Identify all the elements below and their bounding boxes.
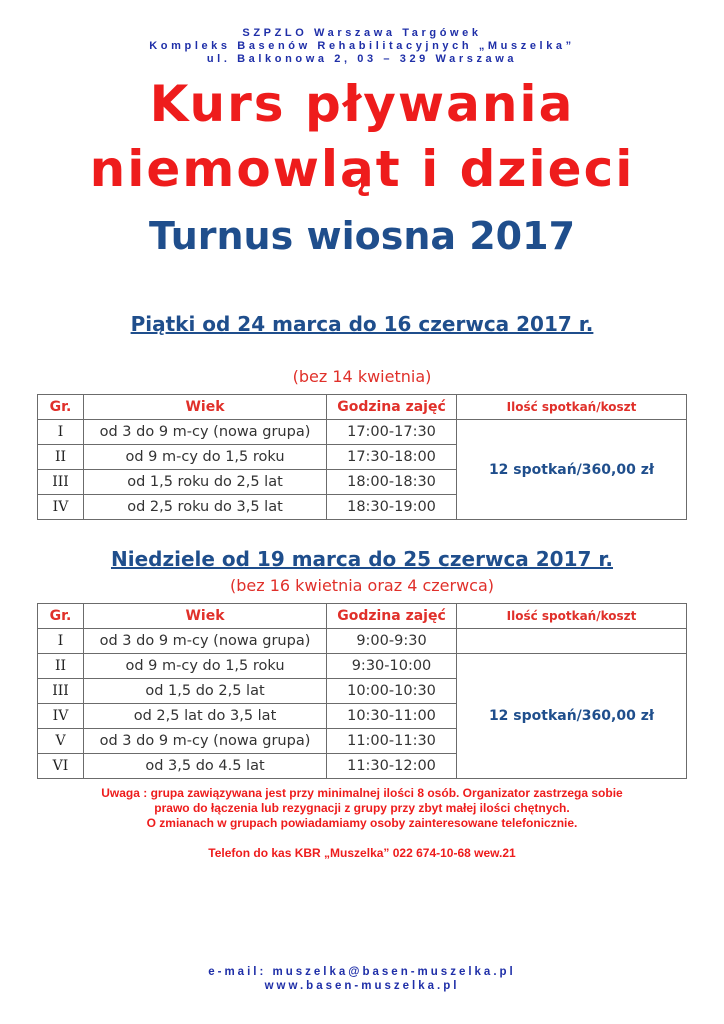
cell-cost: 12 spotkań/360,00 zł (457, 420, 687, 520)
table-row (38, 420, 687, 445)
cell-time: 18:30-19:00 (327, 495, 457, 520)
sunday-period: Niedziele od 19 marca do 25 czerwca 2017 r. (110, 547, 613, 571)
cell-age: od 9 m-cy do 1,5 roku (84, 445, 327, 470)
cell-cost: 12 spotkań/360,00 zł (457, 654, 687, 779)
phone-contact: Telefon do kas KBR „Muszelka” 022 674-10-68 wew.21 (208, 846, 516, 860)
cell-time: 10:30-11:00 (327, 704, 457, 729)
cell-time: 18:00-18:30 (327, 470, 457, 495)
footer-email[interactable]: e-mail: muszelka@basen-muszelka.pl (208, 966, 516, 978)
cell-group: II (38, 445, 84, 470)
cell-age: od 3 do 9 m-cy (nowa grupa) (84, 729, 327, 754)
col-header-age: Wiek (84, 395, 327, 420)
sunday-exclusion: (bez 16 kwietnia oraz 4 czerwca) (229, 576, 495, 595)
cell-group: IV (38, 704, 84, 729)
note-line: prawo do łączenia lub rezygnacji z grupy przy zbyt małej ilości chętnych. (154, 801, 570, 815)
footer-website[interactable]: www.basen-muszelka.pl (264, 980, 460, 992)
cell-group: III (38, 679, 84, 704)
sunday-schedule-table (37, 603, 687, 779)
table-header-row (38, 604, 687, 629)
subtitle-season: Turnus wiosna 2017 (148, 214, 576, 258)
cell-age: od 2,5 lat do 3,5 lat (84, 704, 327, 729)
title-line-2: niemowląt i dzieci (89, 140, 635, 198)
cell-group: VI (38, 754, 84, 779)
col-header-group: Gr. (38, 604, 84, 629)
col-header-group: Gr. (38, 395, 84, 420)
friday-exclusion: (bez 14 kwietnia) (292, 367, 432, 386)
cell-group: II (38, 654, 84, 679)
friday-period: Piątki od 24 marca do 16 czerwca 2017 r. (130, 312, 594, 336)
cell-empty (457, 629, 687, 654)
cell-group: III (38, 470, 84, 495)
cell-group: V (38, 729, 84, 754)
cell-time: 10:00-10:30 (327, 679, 457, 704)
table-row (38, 629, 687, 654)
col-header-time: Godzina zajęć (327, 604, 457, 629)
cell-age: od 3 do 9 m-cy (nowa grupa) (84, 629, 327, 654)
cell-time: 9:30-10:00 (327, 654, 457, 679)
col-header-time: Godzina zajęć (327, 395, 457, 420)
table-header-row (38, 395, 687, 420)
cell-age: od 1,5 roku do 2,5 lat (84, 470, 327, 495)
col-header-age: Wiek (84, 604, 327, 629)
cell-group: I (38, 629, 84, 654)
title-line-1: Kurs pływania (149, 75, 575, 133)
friday-schedule-table (37, 394, 687, 520)
cell-age: od 9 m-cy do 1,5 roku (84, 654, 327, 679)
header-line-complex: Kompleks Basenów Rehabilitacyjnych „Muszelka” (149, 40, 575, 52)
table-row (38, 654, 687, 679)
cell-age: od 3 do 9 m-cy (nowa grupa) (84, 420, 327, 445)
cell-age: od 1,5 do 2,5 lat (84, 679, 327, 704)
note-line: O zmianach w grupach powiadamiamy osoby zainteresowane telefonicznie. (146, 816, 578, 830)
cell-group: IV (38, 495, 84, 520)
notes-block (0, 786, 724, 831)
note-line: Uwaga : grupa zawiązywana jest przy minimalnej ilości 8 osób. Organizator zastrzega sobie (101, 786, 623, 800)
cell-time: 11:00-11:30 (327, 729, 457, 754)
cell-age: od 2,5 roku do 3,5 lat (84, 495, 327, 520)
col-header-cost: Ilość spotkań/koszt (457, 395, 687, 420)
header-line-address: ul. Balkonowa 2, 03 – 329 Warszawa (206, 53, 518, 65)
cell-time: 17:00-17:30 (327, 420, 457, 445)
cell-group: I (38, 420, 84, 445)
cell-age: od 3,5 do 4.5 lat (84, 754, 327, 779)
cell-time: 17:30-18:00 (327, 445, 457, 470)
cell-time: 11:30-12:00 (327, 754, 457, 779)
cell-time: 9:00-9:30 (327, 629, 457, 654)
header-line-organization: SZPZLO Warszawa Targówek (242, 27, 482, 39)
col-header-cost: Ilość spotkań/koszt (457, 604, 687, 629)
